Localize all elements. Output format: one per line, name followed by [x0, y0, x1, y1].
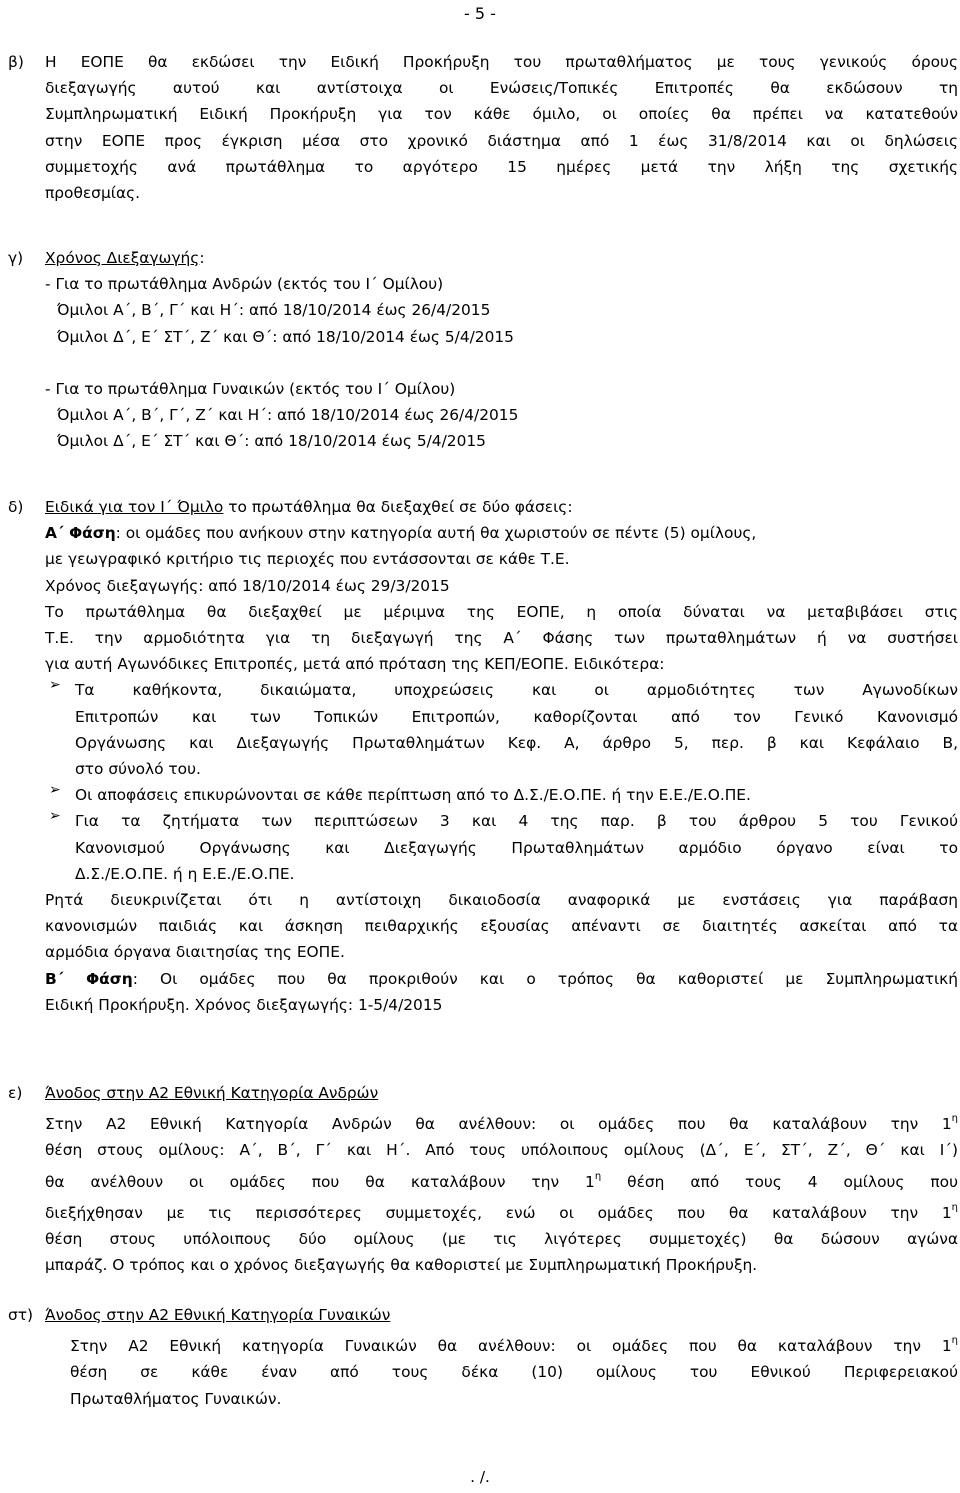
text-line	[45, 520, 958, 546]
text-line: θέση στους υπόλοιπους δύο ομίλους (με τις λιγότερες συμμετοχές) θα δώσουν αγώνα	[45, 1230, 958, 1249]
heading-text: Χρόνος Διεξαγωγής	[45, 249, 200, 267]
text-line	[70, 1328, 958, 1359]
section-heading: Άνοδος στην Α2 Εθνική Κατηγορία Γυναικών	[45, 1306, 391, 1324]
text-line	[45, 1164, 958, 1195]
text-line: κανονισμών παιδιάς και άσκηση πειθαρχικής εξουσίας απέναντι σε διαιτητές ασκείται από τα	[45, 917, 958, 936]
text-line: Τα καθήκοντα, δικαιώματα, υποχρεώσεις και οι αρμοδιότητες των Αγωνοδίκων	[75, 681, 958, 700]
text-line: διεξαγωγής αυτού και αντίστοιχα οι Ενώσεις/Τοπικές Επιτροπές θα εκδώσουν τη	[45, 79, 958, 98]
section-label: γ)	[8, 249, 24, 267]
text-line: Χρόνος διεξαγωγής: από 18/10/2014 έως 29/3/2015	[45, 576, 450, 595]
text-line: Ειδική Προκήρυξη. Χρόνος διεξαγωγής: 1-5/4/2015	[45, 995, 443, 1014]
text-line	[45, 494, 958, 520]
women-title: - Για το πρωτάθλημα Γυναικών (εκτός του Ι΄ Ομίλου)	[45, 379, 456, 398]
text-line: Επιτροπών και των Τοπικών Επιτροπών, καθορίζονται από τον Γενικό Κανονισμό	[75, 707, 958, 726]
schedule-line: Όμιλοι Δ΄, Ε΄ ΣΤ΄ και Θ΄: από 18/10/2014 έως 5/4/2015	[57, 432, 486, 451]
text-line: Ρητά διευκρινίζεται ότι η αντίστοιχη δικαιοδοσία αναφορικά με ενστάσεις για παράβαση	[45, 891, 958, 910]
text-span: : Οι ομάδες που θα προκριθούν και ο τρόπος θα καθοριστεί με Συμπληρωματική	[132, 969, 959, 988]
text-span: θέση από τους 4 ομίλους που	[601, 1172, 958, 1191]
text-line: στην ΕΟΠΕ προς έγκριση μέσα στο χρονικό διάστημα από 1 έως 31/8/2014 και οι δηλώσεις	[45, 131, 958, 150]
text-line: για αυτή Αγωνόδικες Επιτροπές, μετά από πρόταση της ΚΕΠ/ΕΟΠΕ. Ειδικότερα:	[45, 655, 665, 674]
section-heading: Άνοδος στην Α2 Εθνική Κατηγορία Ανδρών	[45, 1084, 379, 1102]
schedule-line: Όμιλοι Δ΄, Ε΄ ΣΤ΄, Ζ΄ και Θ΄: από 18/10/2014 έως 5/4/2015	[57, 327, 514, 346]
text-line	[45, 1195, 958, 1226]
text-line	[45, 1106, 958, 1137]
text-span: Στην Α2 Εθνική Κατηγορία Ανδρών θα ανέλθουν: οι ομάδες που θα καταλάβουν την 1	[45, 1115, 952, 1134]
text-line: Οι αποφάσεις επικυρώνονται σε κάθε περίπτωση από το Δ.Σ./Ε.Ο.ΠΕ. ή την Ε.Ε./Ε.Ο.ΠΕ.	[75, 786, 751, 805]
superscript: η	[951, 1201, 958, 1213]
text-span: το πρωτάθλημα θα διεξαχθεί σε δύο φάσεις:	[223, 498, 573, 516]
text-span: Στην Α2 Εθνική κατηγορία Γυναικών θα ανέλθουν: οι ομάδες που θα καταλάβουν την 1	[70, 1337, 952, 1356]
superscript: η	[951, 1113, 958, 1125]
text-line: Για τα ζητήματα των περιπτώσεων 3 και 4 της παρ. β του άρθρου 5 του Γενικού	[75, 812, 958, 831]
page-number: - 5 -	[464, 4, 496, 23]
text-line: Δ.Σ./Ε.Ο.ΠΕ. ή η Ε.Ε./Ε.Ο.ΠΕ.	[75, 864, 295, 883]
text-line: συμμετοχής ανά πρωτάθλημα το αργότερο 15 ημέρες μετά την λήξη της σχετικής	[45, 157, 958, 176]
text-line: αρμόδια όργανα διαιτησίας της ΕΟΠΕ.	[45, 943, 345, 962]
text-line: Συμπληρωματική Ειδική Προκήρυξη για τον κάθε όμιλο, οι οποίες θα πρέπει να κατατεθούν	[45, 105, 958, 124]
text-line: Κανονισμού Οργάνωσης και Διεξαγωγής Πρωταθλημάτων αρμόδιο όργανο είναι το	[75, 838, 958, 857]
section-heading	[45, 245, 958, 271]
section-label: δ)	[8, 498, 24, 516]
text-span: θα ανέλθουν οι ομάδες που θα καταλάβουν την 1	[45, 1172, 595, 1191]
section-label: στ)	[8, 1306, 34, 1324]
men-title: - Για το πρωτάθλημα Ανδρών (εκτός του Ι΄ Ομίλου)	[45, 275, 444, 294]
superscript: η	[594, 1170, 602, 1182]
section-label: β)	[8, 53, 24, 71]
text-line: Τ.Ε. την αρμοδιότητα για τη διεξαγωγή της Α΄ Φάσης των πρωταθλημάτων ή να συστήσει	[45, 629, 958, 648]
text-line	[45, 966, 958, 992]
list-item	[45, 782, 958, 808]
arrow-bullet-icon: ➢	[49, 808, 61, 825]
text-line: Οργάνωσης και Διεξαγωγής Πρωταθλημάτων Κεφ. Α, άρθρο 5, περ. β και Κεφάλαιο Β,	[75, 733, 958, 752]
text-line: θέση σε κάθε έναν από τους δέκα (10) ομίλους του Εθνικού Περιφερειακού	[70, 1363, 958, 1382]
text-line: Η ΕΟΠΕ θα εκδώσει την Ειδική Προκήρυξη του πρωταθλήματος με τους γενικούς όρους	[45, 53, 958, 71]
text-line: Πρωταθλήματος Γυναικών.	[70, 1389, 282, 1408]
schedule-line: Όμιλοι Α΄, Β΄, Γ΄, Ζ΄ και Η΄: από 18/10/2014 έως 26/4/2015	[57, 406, 519, 425]
schedule-line: Όμιλοι Α΄, Β΄, Γ΄ και Η΄: από 18/10/2014 έως 26/4/2015	[57, 301, 491, 320]
text-span: : οι ομάδες που ανήκουν στην κατηγορία αυτή θα χωριστούν σε πέντε (5) ομίλους,	[115, 524, 757, 543]
list-item	[45, 808, 958, 887]
text-line: προθεσμίας.	[45, 184, 141, 203]
page-footer: . /.	[470, 1468, 490, 1486]
text-line: Το πρωτάθλημα θα διεξαχθεί με μέριμνα της ΕΟΠΕ, η οποία δύναται να μεταβιβάσει στις	[45, 602, 958, 621]
bold-text: Α΄ Φάση	[45, 524, 116, 543]
heading-suffix: :	[199, 249, 205, 267]
text-line: θέση στους ομίλους: Α΄, Β΄, Γ΄ και Η΄. Από τους υπόλοιπους ομίλους (Δ΄, Ε΄, ΣΤ΄, Ζ΄, Θ΄ και Ι΄)	[45, 1141, 958, 1160]
bold-text: Β΄ Φάση	[45, 969, 133, 988]
text-line: μπαράζ. Ο τρόπος και ο χρόνος διεξαγωγής θα καθοριστεί με Συμπληρωματική Προκήρυξη.	[45, 1256, 758, 1275]
list-item	[45, 677, 958, 782]
underlined-text: Ειδικά για τον Ι΄ Όμιλο	[45, 498, 224, 516]
text-span: διεξήχθησαν με τις περισσότερες συμμετοχές, ενώ οι ομάδες που θα καταλάβουν την 1	[45, 1203, 952, 1222]
superscript: η	[951, 1335, 958, 1347]
arrow-bullet-icon: ➢	[49, 782, 61, 799]
arrow-bullet-icon: ➢	[49, 677, 61, 694]
section-label: ε)	[8, 1084, 23, 1102]
text-line: με γεωγραφικό κριτήριο τις περιοχές που εντάσσονται σε κάθε Τ.Ε.	[45, 550, 570, 569]
text-line: στο σύνολό του.	[75, 760, 201, 779]
